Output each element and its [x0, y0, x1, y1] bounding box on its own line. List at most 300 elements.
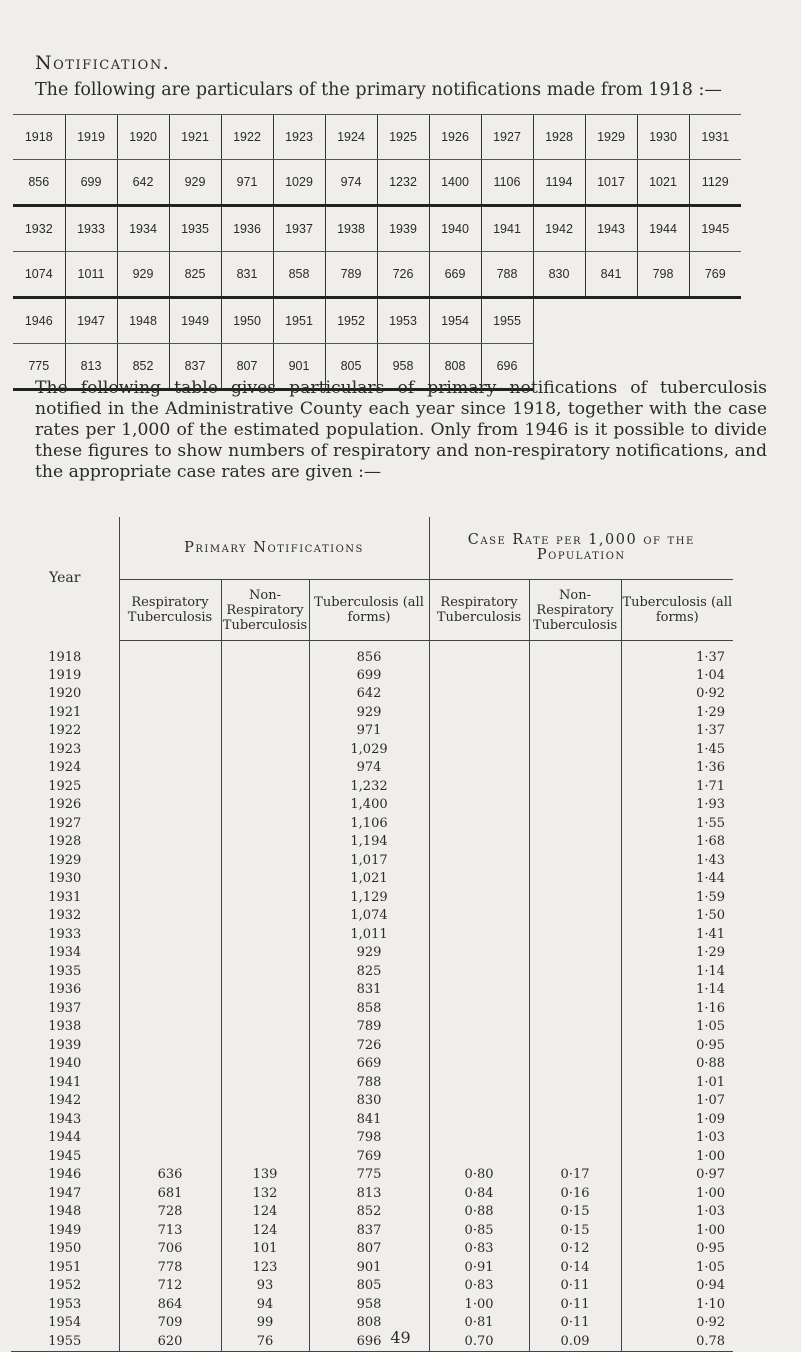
value-cell — [429, 963, 529, 982]
table-row — [11, 926, 733, 945]
value-cell — [529, 907, 621, 926]
value-cell: 1·09 — [621, 1111, 733, 1130]
year-cell: 1949 — [169, 298, 221, 344]
value-cell — [221, 1092, 309, 1111]
value-cell: 1·50 — [621, 907, 733, 926]
value-cell — [221, 1148, 309, 1167]
value-cell: 93 — [221, 1277, 309, 1296]
count-cell: 974 — [325, 160, 377, 206]
value-cell — [119, 1148, 221, 1167]
value-cell: 0·15 — [529, 1222, 621, 1241]
year-row — [13, 206, 741, 252]
count-cell: 642 — [117, 160, 169, 206]
count-cell: 1017 — [585, 160, 637, 206]
year-cell: 1950 — [48, 1241, 82, 1257]
value-cell: 0·11 — [529, 1314, 621, 1333]
year-cell: 1942 — [533, 206, 585, 252]
value-cell — [119, 1018, 221, 1037]
value-cell: 1·03 — [621, 1129, 733, 1148]
value-cell — [529, 926, 621, 945]
value-cell — [429, 852, 529, 871]
year-cell: 1925 — [48, 778, 82, 794]
description-paragraph: The following table gives particulars of primary notifications of tuberculosis notified in the Administrative County each year since 1918, together with the case rates per 1,000 of the estimated population. Only from 1946 is it possible to divide these figures to show numbers of respiratory and non-respiratory notifications, and the appropriate case rates are given :— — [35, 378, 767, 482]
value-cell — [529, 963, 621, 982]
value-cell — [119, 796, 221, 815]
value-cell: 974 — [309, 759, 429, 778]
value-cell — [221, 1055, 309, 1074]
value-cell: 1·36 — [621, 759, 733, 778]
year-cell: 1929 — [48, 852, 82, 868]
year-cell: 1950 — [221, 298, 273, 344]
value-cell: 0·83 — [429, 1240, 529, 1259]
value-cell: 807 — [309, 1240, 429, 1259]
case-rate-header: Case Rate per 1,000 of the Population — [429, 517, 733, 580]
year-cell: 1939 — [48, 1037, 82, 1053]
value-cell — [119, 870, 221, 889]
value-cell: 1·41 — [621, 926, 733, 945]
count-cell: 831 — [221, 252, 273, 298]
value-cell: 831 — [309, 981, 429, 1000]
year-cell: 1928 — [533, 115, 585, 160]
value-cell — [529, 1092, 621, 1111]
table-row — [11, 685, 733, 704]
value-cell: 0·92 — [621, 1314, 733, 1333]
value-cell — [529, 1055, 621, 1074]
value-cell — [119, 889, 221, 908]
year-cell: 1951 — [48, 1259, 82, 1275]
value-cell: 1·03 — [621, 1203, 733, 1222]
value-cell: 1·07 — [621, 1092, 733, 1111]
value-cell — [221, 667, 309, 686]
table-row — [11, 1000, 733, 1019]
value-cell: 1·43 — [621, 852, 733, 871]
value-cell: 1,029 — [309, 741, 429, 760]
value-cell — [529, 778, 621, 797]
year-cell: 1943 — [48, 1111, 82, 1127]
value-cell: 830 — [309, 1092, 429, 1111]
value-cell: 0·11 — [529, 1277, 621, 1296]
value-cell: 699 — [309, 667, 429, 686]
count-cell: 1011 — [65, 252, 117, 298]
value-cell — [529, 1018, 621, 1037]
value-cell — [529, 1037, 621, 1056]
value-cell — [221, 889, 309, 908]
table-row — [11, 722, 733, 741]
value-cell — [429, 833, 529, 852]
value-cell: 139 — [221, 1166, 309, 1185]
value-cell: 1·16 — [621, 1000, 733, 1019]
value-cell: 1·37 — [621, 641, 733, 667]
value-cell: 901 — [309, 1259, 429, 1278]
value-cell — [119, 815, 221, 834]
value-cell — [119, 1074, 221, 1093]
count-row — [13, 252, 741, 298]
table-row — [11, 1277, 733, 1296]
year-cell: 1947 — [48, 1185, 82, 1201]
value-cell — [221, 944, 309, 963]
sub-header: Tuberculosis (all forms) — [309, 580, 429, 641]
table-row — [11, 1203, 733, 1222]
value-cell — [529, 889, 621, 908]
value-cell — [529, 1148, 621, 1167]
year-cell: 1920 — [48, 686, 82, 702]
empty-cell — [637, 298, 689, 344]
value-cell — [529, 641, 621, 667]
year-cell: 1944 — [48, 1130, 82, 1146]
value-cell — [119, 852, 221, 871]
value-cell — [529, 1074, 621, 1093]
value-cell — [221, 852, 309, 871]
value-cell — [221, 926, 309, 945]
value-cell: 929 — [309, 704, 429, 723]
empty-cell — [533, 298, 585, 344]
value-cell — [429, 1111, 529, 1130]
count-cell: 1400 — [429, 160, 481, 206]
empty-cell — [585, 298, 637, 344]
count-row — [13, 160, 741, 206]
value-cell — [119, 981, 221, 1000]
value-cell — [119, 907, 221, 926]
count-cell: 929 — [169, 160, 221, 206]
value-cell: 1·04 — [621, 667, 733, 686]
value-cell: 1·01 — [621, 1074, 733, 1093]
value-cell — [429, 1018, 529, 1037]
table-row — [11, 796, 733, 815]
value-cell: 1·05 — [621, 1259, 733, 1278]
year-cell: 1940 — [429, 206, 481, 252]
value-cell — [529, 1000, 621, 1019]
value-cell: 852 — [309, 1203, 429, 1222]
value-cell — [221, 833, 309, 852]
value-cell — [221, 704, 309, 723]
value-cell: 1·00 — [621, 1148, 733, 1167]
value-cell — [221, 1111, 309, 1130]
count-cell: 1029 — [273, 160, 325, 206]
year-cell: 1918 — [48, 649, 82, 665]
value-cell — [529, 944, 621, 963]
year-cell: 1930 — [48, 871, 82, 887]
count-cell: 825 — [169, 252, 221, 298]
value-cell — [529, 759, 621, 778]
value-cell — [119, 963, 221, 982]
value-cell: 1·45 — [621, 741, 733, 760]
value-cell — [221, 722, 309, 741]
value-cell: 681 — [119, 1185, 221, 1204]
table-row — [11, 815, 733, 834]
value-cell: 706 — [119, 1240, 221, 1259]
empty-cell — [689, 298, 741, 344]
count-cell: 699 — [65, 160, 117, 206]
section-heading: Notification. — [35, 52, 171, 74]
table-row — [11, 907, 733, 926]
sub-header: Respiratory Tuberculosis — [429, 580, 529, 641]
value-cell: 825 — [309, 963, 429, 982]
year-cell: 1922 — [221, 115, 273, 160]
value-cell: 0.78 — [621, 1333, 733, 1352]
year-cell: 1948 — [117, 298, 169, 344]
value-cell — [119, 704, 221, 723]
year-cell: 1948 — [48, 1204, 82, 1220]
table-row — [11, 1259, 733, 1278]
year-cell: 1919 — [48, 667, 82, 683]
value-cell — [221, 870, 309, 889]
count-cell: 841 — [585, 252, 637, 298]
value-cell — [529, 981, 621, 1000]
year-cell: 1923 — [273, 115, 325, 160]
value-cell: 0·14 — [529, 1259, 621, 1278]
value-cell: 858 — [309, 1000, 429, 1019]
year-cell: 1927 — [48, 815, 82, 831]
year-cell: 1949 — [48, 1222, 82, 1238]
value-cell: 1,400 — [309, 796, 429, 815]
table-row — [11, 1296, 733, 1315]
table-row — [11, 667, 733, 686]
count-cell: 852 — [117, 344, 169, 390]
year-cell: 1954 — [429, 298, 481, 344]
count-cell: 775 — [13, 344, 65, 390]
value-cell: 929 — [309, 944, 429, 963]
value-cell: 1·29 — [621, 704, 733, 723]
value-cell: 798 — [309, 1129, 429, 1148]
count-cell: 958 — [377, 344, 429, 390]
value-cell: 808 — [309, 1314, 429, 1333]
value-cell — [429, 722, 529, 741]
value-cell — [429, 759, 529, 778]
value-cell — [221, 981, 309, 1000]
sub-header: Non-Respiratory Tuberculosis — [529, 580, 621, 641]
value-cell — [119, 944, 221, 963]
year-cell: 1937 — [48, 1000, 82, 1016]
value-cell — [119, 1037, 221, 1056]
value-cell — [221, 1000, 309, 1019]
year-cell: 1946 — [48, 1167, 82, 1183]
value-cell — [221, 1129, 309, 1148]
value-cell — [119, 1000, 221, 1019]
year-cell: 1954 — [48, 1315, 82, 1331]
count-cell: 813 — [65, 344, 117, 390]
value-cell: 1·55 — [621, 815, 733, 834]
value-cell: 1,232 — [309, 778, 429, 797]
value-cell: 1·59 — [621, 889, 733, 908]
value-cell: 0.70 — [429, 1333, 529, 1352]
value-cell — [221, 1018, 309, 1037]
value-cell — [119, 667, 221, 686]
count-cell: 1106 — [481, 160, 533, 206]
value-cell — [429, 1037, 529, 1056]
year-cell: 1945 — [48, 1148, 82, 1164]
year-cell: 1924 — [48, 760, 82, 776]
value-cell: 1·00 — [621, 1185, 733, 1204]
value-cell: 0·88 — [621, 1055, 733, 1074]
table-row — [11, 833, 733, 852]
count-cell: 1074 — [13, 252, 65, 298]
count-cell: 929 — [117, 252, 169, 298]
value-cell — [429, 796, 529, 815]
value-cell: 775 — [309, 1166, 429, 1185]
value-cell — [529, 815, 621, 834]
count-cell: 1021 — [637, 160, 689, 206]
count-cell: 1129 — [689, 160, 741, 206]
value-cell — [429, 704, 529, 723]
value-cell: 1,011 — [309, 926, 429, 945]
year-cell: 1947 — [65, 298, 117, 344]
value-cell — [119, 1055, 221, 1074]
value-cell: 1·44 — [621, 870, 733, 889]
table-row — [11, 1129, 733, 1148]
value-cell — [529, 1129, 621, 1148]
count-cell: 788 — [481, 252, 533, 298]
value-cell — [119, 778, 221, 797]
value-cell: 99 — [221, 1314, 309, 1333]
value-cell: 813 — [309, 1185, 429, 1204]
value-cell: 0·85 — [429, 1222, 529, 1241]
year-cell: 1936 — [48, 982, 82, 998]
value-cell — [119, 926, 221, 945]
count-cell: 769 — [689, 252, 741, 298]
year-cell: 1934 — [48, 945, 82, 961]
value-cell — [529, 685, 621, 704]
sub-header: Tuberculosis (all forms) — [621, 580, 733, 641]
year-cell: 1939 — [377, 206, 429, 252]
year-cell: 1945 — [689, 206, 741, 252]
value-cell: 0·80 — [429, 1166, 529, 1185]
year-cell: 1953 — [48, 1296, 82, 1312]
year-row — [13, 298, 741, 344]
count-cell: 669 — [429, 252, 481, 298]
value-cell — [529, 852, 621, 871]
value-cell — [119, 641, 221, 667]
year-cell: 1925 — [377, 115, 429, 160]
year-cell: 1952 — [325, 298, 377, 344]
table-row — [11, 704, 733, 723]
value-cell: 1·68 — [621, 833, 733, 852]
value-cell: 1,021 — [309, 870, 429, 889]
value-cell — [429, 1074, 529, 1093]
value-cell: 0·12 — [529, 1240, 621, 1259]
table-row — [11, 1222, 733, 1241]
year-cell: 1932 — [13, 206, 65, 252]
year-cell: 1936 — [221, 206, 273, 252]
year-cell: 1946 — [13, 298, 65, 344]
year-cell: 1937 — [273, 206, 325, 252]
table-row — [11, 1240, 733, 1259]
intro-text: The following are particulars of the primary notifications made from 1918 :— — [35, 80, 722, 100]
value-cell: 0·95 — [621, 1240, 733, 1259]
value-cell: 1·14 — [621, 981, 733, 1000]
value-cell — [221, 759, 309, 778]
value-cell: 728 — [119, 1203, 221, 1222]
value-cell — [429, 741, 529, 760]
year-cell: 1932 — [48, 908, 82, 924]
notifications-by-year-table — [13, 114, 741, 391]
year-cell: 1952 — [48, 1278, 82, 1294]
tuberculosis-table — [11, 517, 733, 1352]
value-cell: 0·17 — [529, 1166, 621, 1185]
value-cell — [221, 1037, 309, 1056]
table-row — [11, 1055, 733, 1074]
count-cell: 1194 — [533, 160, 585, 206]
value-cell: 1,074 — [309, 907, 429, 926]
value-cell: 1·00 — [621, 1222, 733, 1241]
value-cell — [119, 759, 221, 778]
table-row — [11, 1018, 733, 1037]
year-cell: 1933 — [48, 926, 82, 942]
sub-header: Respiratory Tuberculosis — [119, 580, 221, 641]
year-cell: 1935 — [48, 963, 82, 979]
table-row — [11, 759, 733, 778]
value-cell: 837 — [309, 1222, 429, 1241]
value-cell: 769 — [309, 1148, 429, 1167]
year-cell: 1941 — [481, 206, 533, 252]
year-cell: 1929 — [585, 115, 637, 160]
value-cell: 958 — [309, 1296, 429, 1315]
year-cell: 1928 — [48, 834, 82, 850]
value-cell — [529, 667, 621, 686]
value-cell: 0·95 — [621, 1037, 733, 1056]
table-row — [11, 1185, 733, 1204]
value-cell — [119, 741, 221, 760]
year-cell: 1931 — [48, 889, 82, 905]
value-cell — [529, 1111, 621, 1130]
value-cell: 0·92 — [621, 685, 733, 704]
value-cell: 1·29 — [621, 944, 733, 963]
year-cell: 1955 — [481, 298, 533, 344]
value-cell: 1·05 — [621, 1018, 733, 1037]
value-cell: 124 — [221, 1222, 309, 1241]
table-row — [11, 1074, 733, 1093]
value-cell — [529, 833, 621, 852]
value-cell: 1,194 — [309, 833, 429, 852]
value-cell — [119, 1111, 221, 1130]
value-cell: 1,129 — [309, 889, 429, 908]
year-cell: 1922 — [48, 723, 82, 739]
value-cell: 0·83 — [429, 1277, 529, 1296]
value-cell — [429, 1129, 529, 1148]
value-cell: 0·94 — [621, 1277, 733, 1296]
value-cell: 713 — [119, 1222, 221, 1241]
value-cell — [429, 667, 529, 686]
value-cell: 1·14 — [621, 963, 733, 982]
value-cell — [221, 963, 309, 982]
value-cell: 0·81 — [429, 1314, 529, 1333]
table-row — [11, 1037, 733, 1056]
count-cell: 696 — [481, 344, 533, 390]
value-cell: 0·91 — [429, 1259, 529, 1278]
table-row — [11, 889, 733, 908]
year-cell: 1924 — [325, 115, 377, 160]
value-cell — [529, 870, 621, 889]
value-cell — [429, 889, 529, 908]
year-cell: 1927 — [481, 115, 533, 160]
value-cell — [429, 685, 529, 704]
value-cell: 864 — [119, 1296, 221, 1315]
year-cell: 1933 — [65, 206, 117, 252]
value-cell — [119, 1129, 221, 1148]
year-cell: 1920 — [117, 115, 169, 160]
value-cell — [221, 741, 309, 760]
value-cell — [429, 1092, 529, 1111]
table-row — [11, 1148, 733, 1167]
value-cell: 94 — [221, 1296, 309, 1315]
year-cell: 1921 — [48, 704, 82, 720]
year-cell: 1926 — [48, 797, 82, 813]
value-cell: 123 — [221, 1259, 309, 1278]
value-cell: 805 — [309, 1277, 429, 1296]
value-cell — [429, 926, 529, 945]
value-cell: 101 — [221, 1240, 309, 1259]
table-row — [11, 778, 733, 797]
count-cell: 789 — [325, 252, 377, 298]
